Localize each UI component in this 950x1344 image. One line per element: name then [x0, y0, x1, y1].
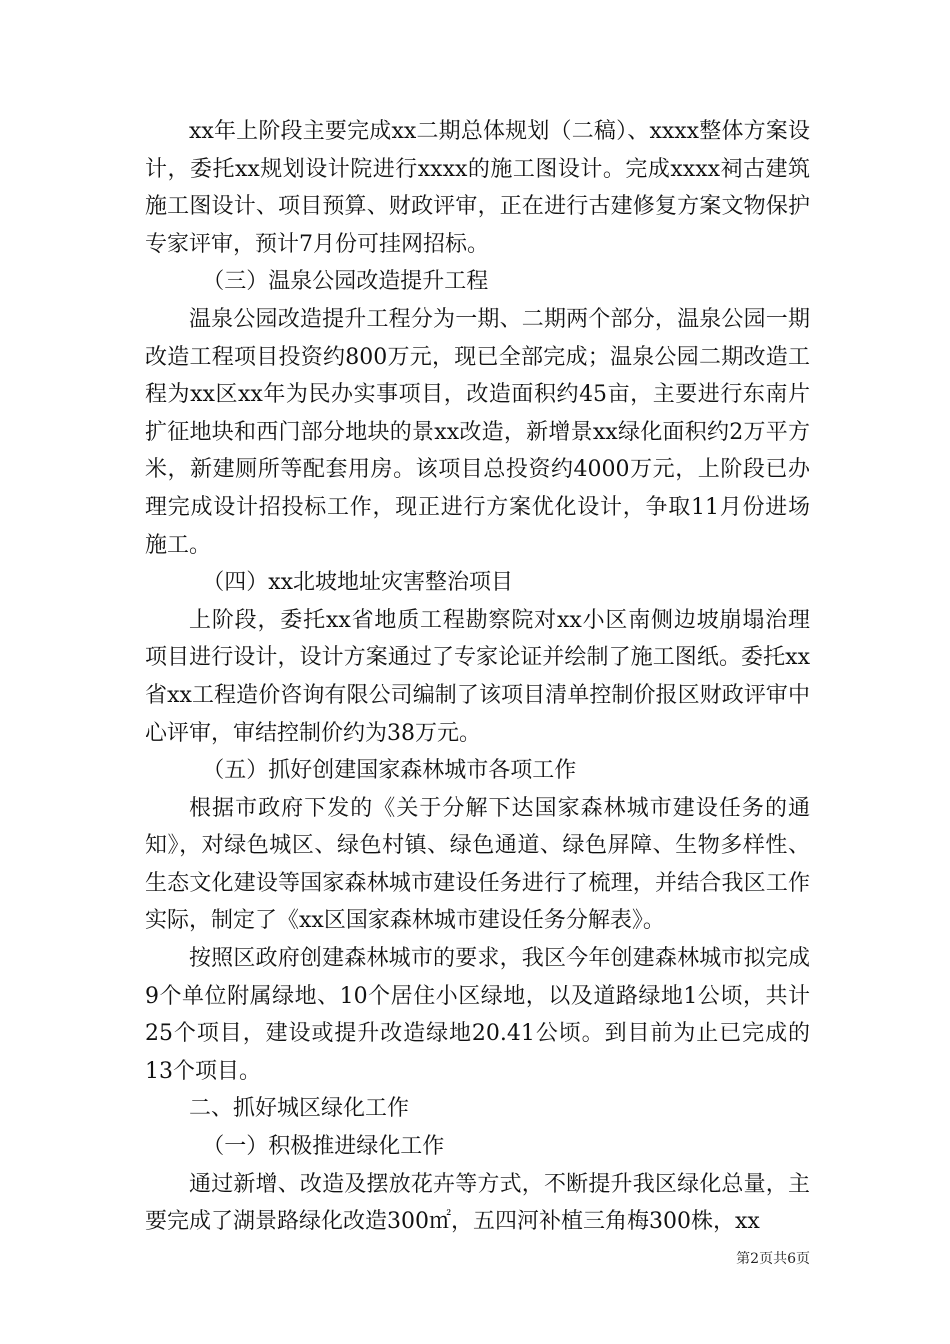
section-heading-5: （五）抓好创建国家森林城市各项工作	[202, 758, 577, 784]
paragraph-greening: 通过新增、改造及摆放花卉等方式，不断提升我区绿化总量，主要完成了湖景路绿化改造300㎡，五四河补植三角梅300株，xx	[145, 1171, 810, 1235]
paragraph-1: xx年上阶段主要完成xx二期总体规划（二稿）、xxxx整体方案设计，委托xx规划设计院进行xxxx的施工图设计。完成xxxx祠古建筑施工图设计、项目预算、财政评审，正在进行古建修复方案文物保护专家评审，预计7月份可挂网招标。	[145, 119, 810, 257]
paragraph-forest-city-plan: 按照区政府创建森林城市的要求，我区今年创建森林城市拟完成9个单位附属绿地、10个居住小区绿地，以及道路绿地1公顷，共计25个项目，建设或提升改造绿地20.41公顷。到目前为止已完成的13个项目。	[145, 946, 810, 1084]
section-heading-3: （三）温泉公园改造提升工程	[202, 269, 489, 295]
section-heading-part-2: 二、抓好城区绿化工作	[189, 1096, 410, 1122]
paragraph-hot-spring-park: 温泉公园改造提升工程分为一期、二期两个部分，温泉公园一期改造工程项目投资约800万元，现已全部完成；温泉公园二期改造工程为xx区xx年为民办实事项目，改造面积约45亩，主要进行东南片扩征地块和西门部分地块的景xx改造，新增景xx绿化面积约2万平方米，新建厕所等配套用房。该项目总投资约4000万元，上阶段已办理完成设计招投标工作，现正进行方案优化设计，争取11月份进场施工。	[145, 306, 811, 558]
section-heading-2-1: （一）积极推进绿化工作	[202, 1134, 445, 1160]
section-heading-4: （四）xx北坡地址灾害整治项目	[202, 570, 514, 596]
paragraph-forest-city-notice: 根据市政府下发的《关于分解下达国家森林城市建设任务的通知》，对绿色城区、绿色村镇、绿色通道、绿色屏障、生物多样性、生态文化建设等国家森林城市建设任务进行了梳理，并结合我区工作实际，制定了《xx区国家森林城市建设任务分解表》。	[145, 795, 810, 934]
document-body	[145, 113, 810, 1241]
paragraph-north-slope: 上阶段，委托xx省地质工程勘察院对xx小区南侧边坡崩塌治理项目进行设计，设计方案通过了专家论证并绘制了施工图纸。委托xx省xx工程造价咨询有限公司编制了该项目清单控制价报区财政评审中心评审，审结控制价约为38万元。	[145, 607, 810, 746]
page-number: 第2页共6页	[736, 1251, 810, 1267]
